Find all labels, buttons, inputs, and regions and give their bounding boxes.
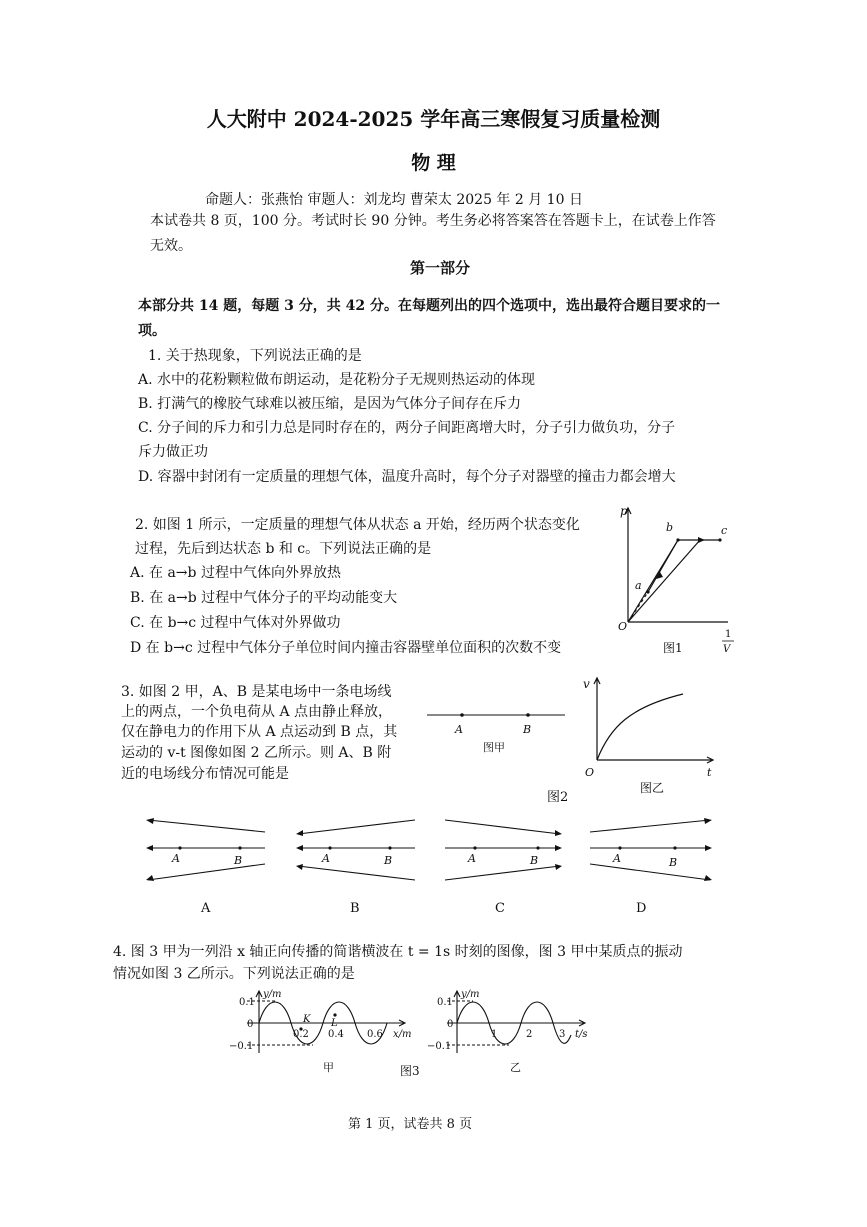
fig2-caption: 图2: [547, 790, 569, 805]
fig3-jia-K: K: [303, 1014, 311, 1025]
q2-option-d: D 在 b→c 过程中气体分子单位时间内撞击容器壁单位面积的次数不变: [130, 640, 562, 656]
q3-option-d-field-lines: [585, 820, 725, 920]
q2-option-b: B. 在 a→b 过程中气体分子的平均动能变大: [130, 590, 398, 606]
fig1-origin-label: O: [618, 620, 628, 633]
q3a-A: A: [172, 852, 180, 865]
q1-stem: 1. 关于热现象，下列说法正确的是: [148, 348, 362, 364]
fig1-x-denominator: V: [723, 644, 731, 655]
fig3-yi-x1: 1: [491, 1029, 498, 1040]
authors-line: 命题人：张燕怡 审题人：刘龙均 曹荣太 2025 年 2 月 10 日: [205, 192, 583, 208]
fig3-caption: 图3: [400, 1064, 420, 1078]
q3-option-b-label: B: [350, 901, 360, 916]
fig3-jia-ytop: 0.1: [239, 997, 255, 1008]
q1-option-c-line1: C. 分子间的斥力和引力总是同时存在的，两分子间距离增大时，分子引力做负功，分子: [138, 420, 676, 436]
fig2-yi-t-label: t: [707, 766, 712, 779]
fig3-jia-L: L: [331, 1018, 338, 1029]
q3-line-1: 3. 如图 2 甲，A、B 是某电场中一条电场线: [121, 684, 392, 700]
fig2-jia-B: B: [523, 723, 532, 736]
fig3-yi-xlabel: t/s: [575, 1029, 588, 1040]
page-footer: 第 1 页，试卷共 8 页: [348, 1117, 473, 1132]
fig3-jia-yzero: 0: [247, 1019, 254, 1030]
q3b-B: B: [384, 854, 393, 867]
fig3-yi-yzero: 0: [447, 1019, 454, 1030]
exam-title: 人大附中 2024-2025 学年高三寒假复习质量检测: [206, 107, 661, 131]
q4-line-1: 4. 图 3 甲为一列沿 x 轴正向传播的简谐横波在 t = 1s 时刻的图像，图 3 甲中某质点的振动: [113, 944, 683, 960]
section-desc-2: 项。: [138, 323, 166, 339]
q1-option-b: B. 打满气的橡胶气球难以被压缩，是因为气体分子间存在斥力: [138, 396, 522, 412]
fig1-c-label: c: [721, 524, 728, 537]
q3c-A: A: [468, 852, 476, 865]
q2-option-c: C. 在 b→c 过程中气体对外界做功: [130, 615, 341, 631]
q3c-B: B: [530, 854, 539, 867]
figure-1-p-inverse-v-graph: [600, 500, 750, 665]
section-title: 第一部分: [410, 259, 471, 277]
section-desc-1: 本部分共 14 题，每题 3 分，共 42 分。在每题列出的四个选项中，选出最符合题目要求的一: [138, 298, 720, 314]
fig3-jia-x3: 0.6: [367, 1029, 383, 1040]
fig3-yi-caption: 乙: [510, 1061, 521, 1074]
q3b-A: A: [322, 852, 330, 865]
fig3-yi-ytop: 0.1: [437, 997, 453, 1008]
q3-line-2: 上的两点，一个负电荷从 A 点由静止释放，: [121, 704, 393, 720]
q1-option-c-line2: 斥力做正功: [138, 444, 208, 460]
q3-line-5: 近的电场线分布情况可能是: [121, 766, 289, 782]
fig2-jia-A: A: [455, 723, 463, 736]
q3a-B: B: [234, 854, 243, 867]
fig3-yi-ybot: −0.1: [427, 1041, 452, 1052]
fig2-jia-caption: 图甲: [483, 741, 505, 754]
figure-3-jia-wave-graph: [225, 985, 415, 1075]
fig1-b-label: b: [666, 521, 674, 534]
q3-option-b-field-lines: [290, 820, 425, 920]
fig3-yi-ylabel: y/m: [461, 989, 480, 1000]
fig3-jia-xlabel: x/m: [393, 1029, 412, 1040]
q1-option-d: D. 容器中封闭有一定质量的理想气体，温度升高时，每个分子对器壁的撞击力都会增大: [138, 469, 676, 485]
fig1-a-label: a: [635, 579, 642, 592]
q2-stem-2: 过程，先后到达状态 b 和 c。下列说法正确的是: [135, 541, 432, 557]
fig3-jia-x1: 0.2: [293, 1029, 309, 1040]
q3-line-4: 运动的 v-t 图像如图 2 乙所示。则 A、B 附: [121, 745, 392, 761]
intro-line-2: 无效。: [150, 238, 192, 254]
fig3-yi-x3: 3: [559, 1029, 566, 1040]
fig3-jia-ybot: −0.1: [229, 1041, 254, 1052]
fig2-yi-v-label: v: [583, 677, 590, 691]
fig1-x-numerator: 1: [725, 629, 732, 640]
q3-option-a-label: A: [201, 901, 211, 916]
fig1-caption: 图1: [663, 641, 683, 655]
fig3-yi-x2: 2: [526, 1029, 533, 1040]
q3d-A: A: [613, 852, 621, 865]
q3-option-c-field-lines: [440, 820, 575, 920]
intro-line-1: 本试卷共 8 页，100 分。考试时长 90 分钟。考生务必将答案答在答题卡上，在试卷上作答: [150, 213, 716, 229]
q4-line-2: 情况如图 3 乙所示。下列说法正确的是: [113, 966, 355, 982]
figure-2-yi-vt-graph: [575, 672, 720, 802]
fig2-yi-caption: 图乙: [640, 781, 665, 795]
fig2-yi-origin: O: [585, 766, 595, 779]
fig3-jia-ylabel: y/m: [263, 989, 282, 1000]
fig3-jia-x2: 0.4: [328, 1029, 344, 1040]
q1-option-a: A. 水中的花粉颗粒做布朗运动，是花粉分子无规则热运动的体现: [138, 372, 536, 388]
q3-option-d-label: D: [636, 901, 647, 916]
q2-stem-1: 2. 如图 1 所示，一定质量的理想气体从状态 a 开始，经历两个状态变化: [135, 517, 580, 533]
fig1-p-label: p: [620, 504, 628, 518]
q3-option-c-label: C: [495, 901, 505, 916]
figure-2-jia: [425, 705, 570, 760]
q3-option-a-field-lines: [140, 820, 275, 920]
q3-line-3: 仅在静电力的作用下从 A 点运动到 B 点，其: [121, 724, 398, 740]
fig3-jia-caption: 甲: [323, 1061, 334, 1074]
subject-title: 物 理: [411, 152, 456, 174]
figure-3-yi-vibration-graph: [425, 985, 595, 1075]
q2-option-a: A. 在 a→b 过程中气体向外界放热: [130, 565, 341, 581]
q3d-B: B: [669, 856, 678, 869]
